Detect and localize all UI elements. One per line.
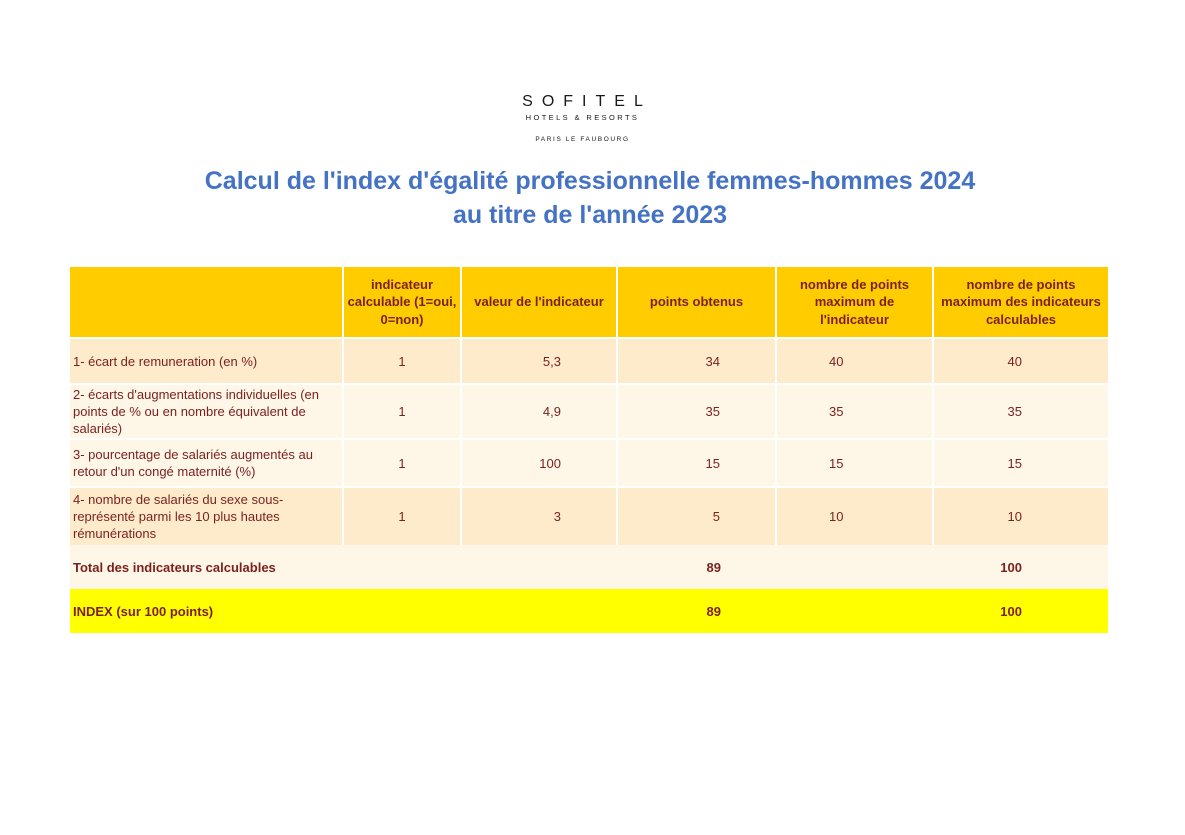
row-points: 15 xyxy=(617,439,776,487)
row-max-calc: 15 xyxy=(933,439,1108,487)
page-title xyxy=(0,164,1180,232)
header-label xyxy=(70,267,343,338)
index-points: 89 xyxy=(617,589,776,633)
index-empty xyxy=(776,589,933,633)
row-points: 35 xyxy=(617,384,776,439)
page-title-line2: au titre de l'année 2023 xyxy=(452,201,728,229)
index-table xyxy=(70,267,1108,633)
row-calculable: 1 xyxy=(343,338,461,384)
total-empty xyxy=(776,545,933,589)
row-max: 40 xyxy=(776,338,933,384)
header-max-calculable: nombre de points maximum des indicateurs calculables xyxy=(933,267,1108,338)
row-calculable: 1 xyxy=(343,487,461,545)
header-calculable: indicateur calculable (1=oui, 0=non) xyxy=(343,267,461,338)
row-max-calc: 10 xyxy=(933,487,1108,545)
row-value: 3 xyxy=(461,487,617,545)
row-max-calc: 40 xyxy=(933,338,1108,384)
row-max-calc: 35 xyxy=(933,384,1108,439)
row-calculable: 1 xyxy=(343,439,461,487)
row-points: 34 xyxy=(617,338,776,384)
table-row xyxy=(70,439,1108,487)
row-value: 5,3 xyxy=(461,338,617,384)
header-value: valeur de l'indicateur xyxy=(461,267,617,338)
row-label: 2- écarts d'augmentations individuelles (en points de % ou en nombre équivalent de salariés) xyxy=(70,384,343,439)
index-row xyxy=(70,589,1108,633)
index-max-calc: 100 xyxy=(933,589,1108,633)
row-max: 35 xyxy=(776,384,933,439)
row-max: 10 xyxy=(776,487,933,545)
page-title-line1: Calcul de l'index d'égalité professionnelle femmes-hommes 2024 xyxy=(204,167,976,195)
row-label: 4- nombre de salariés du sexe sous-représenté parmi les 10 plus hautes rémunérations xyxy=(70,487,343,545)
row-label: 3- pourcentage de salariés augmentés au retour d'un congé maternité (%) xyxy=(70,439,343,487)
sofitel-logo xyxy=(0,92,1165,145)
table-row xyxy=(70,384,1108,439)
row-label: 1- écart de remuneration (en %) xyxy=(70,338,343,384)
logo-location: PARIS LE FAUBOURG xyxy=(535,136,630,143)
logo-brand: SOFITEL xyxy=(522,93,652,110)
row-max: 15 xyxy=(776,439,933,487)
table-row xyxy=(70,487,1108,545)
total-label: Total des indicateurs calculables xyxy=(70,545,617,589)
row-calculable: 1 xyxy=(343,384,461,439)
row-points: 5 xyxy=(617,487,776,545)
logo-tagline: HOTELS & RESORTS xyxy=(525,113,640,122)
table-row xyxy=(70,338,1108,384)
total-points: 89 xyxy=(617,545,776,589)
index-label: INDEX (sur 100 points) xyxy=(70,589,617,633)
header-points: points obtenus xyxy=(617,267,776,338)
total-max-calc: 100 xyxy=(933,545,1108,589)
total-row xyxy=(70,545,1108,589)
row-value: 100 xyxy=(461,439,617,487)
table-header-row xyxy=(70,267,1108,338)
header-max-points: nombre de points maximum de l'indicateur xyxy=(776,267,933,338)
row-value: 4,9 xyxy=(461,384,617,439)
